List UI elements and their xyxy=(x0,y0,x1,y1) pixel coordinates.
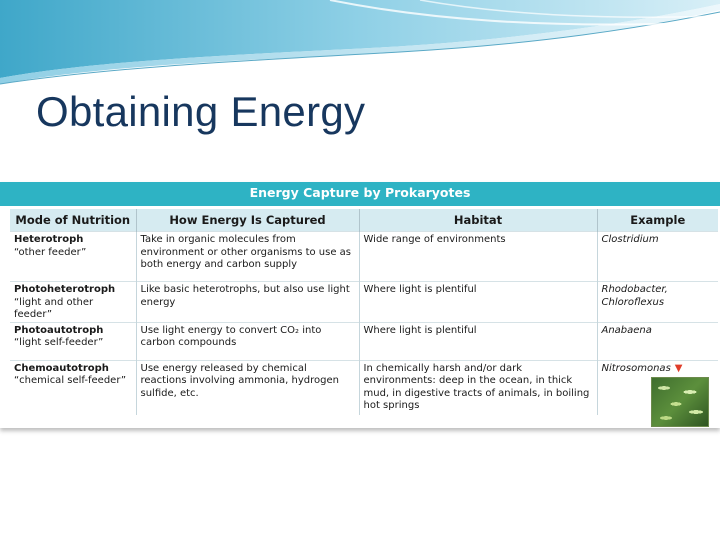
capture-cell: Use light energy to convert CO₂ into carbon compounds xyxy=(136,322,359,360)
figure-title: Energy Capture by Prokaryotes xyxy=(249,185,471,200)
energy-capture-table xyxy=(10,209,718,415)
example-cell xyxy=(597,322,718,360)
example-cell xyxy=(597,282,718,323)
mode-name: Heterotroph xyxy=(14,234,84,245)
habitat-cell: Wide range of environments xyxy=(359,232,597,282)
mode-name: Chemoautotroph xyxy=(14,362,109,374)
table-row xyxy=(10,282,718,323)
habitat-cell: Where light is plentiful xyxy=(359,322,597,360)
bacteria-photo-icon xyxy=(651,377,709,427)
header-swoosh-decoration xyxy=(0,0,720,90)
mode-name: Photoheterotroph xyxy=(14,284,116,295)
capture-cell: Like basic heterotrophs, but also use light energy xyxy=(136,282,359,323)
column-header-mode: Mode of Nutrition xyxy=(10,209,136,232)
figure-banner xyxy=(0,182,720,206)
column-header-habitat: Habitat xyxy=(359,209,597,232)
mode-cell xyxy=(10,322,136,360)
habitat-cell: In chemically harsh and/or dark environments: deep in the ocean, in thick mud, in digestive tracts of animals, in boiling hot springs xyxy=(359,360,597,415)
mode-cell xyxy=(10,232,136,282)
column-header-example: Example xyxy=(597,209,718,232)
mode-nickname: “light self-feeder” xyxy=(14,337,104,348)
prokaryote-energy-figure xyxy=(0,182,720,428)
table-row xyxy=(10,360,718,415)
red-triangle-icon: ▼ xyxy=(674,362,683,374)
mode-nickname: “other feeder” xyxy=(14,246,87,258)
habitat-cell: Where light is plentiful xyxy=(359,282,597,323)
table-row xyxy=(10,322,718,360)
example-organism: Nitrosomonas xyxy=(601,362,671,374)
mode-nickname: “light and other feeder” xyxy=(14,296,94,320)
slide-title: Obtaining Energy xyxy=(36,88,366,135)
mode-cell xyxy=(10,282,136,323)
table-header-row xyxy=(10,209,718,232)
example-organism: Anabaena xyxy=(601,324,652,336)
table-row xyxy=(10,232,718,282)
mode-cell xyxy=(10,360,136,415)
example-organism: Clostridium xyxy=(601,234,659,245)
column-header-capture: How Energy Is Captured xyxy=(136,209,359,232)
capture-cell: Use energy released by chemical reactions involving ammonia, hydrogen sulfide, etc. xyxy=(136,360,359,415)
mode-name: Photoautotroph xyxy=(14,324,104,336)
example-cell xyxy=(597,232,718,282)
capture-cell: Take in organic molecules from environment or other organisms to use as both energy and carbon supply xyxy=(136,232,359,282)
example-organism: Rhodobacter, Chloroflexus xyxy=(601,284,668,308)
mode-nickname: “chemical self-feeder” xyxy=(14,375,127,386)
